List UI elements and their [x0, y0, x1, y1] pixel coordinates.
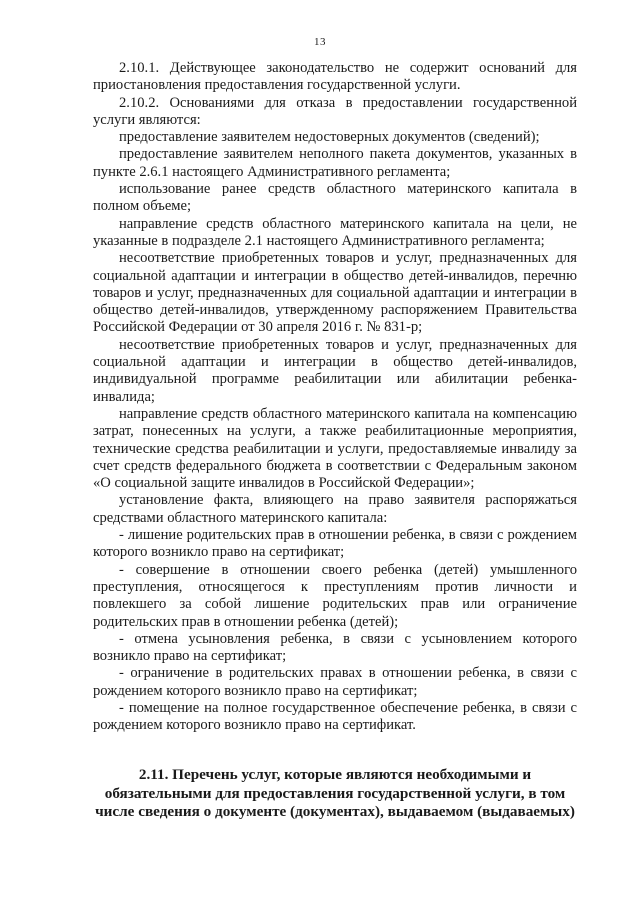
sub-list-item: - лишение родительских прав в отношении ребенка, в связи с рождением которого возникло право на сертификат;: [93, 527, 577, 561]
list-item: направление средств областного материнского капитала на компенсацию затрат, понесенных на услуги, а также реабилитационные мероприятия, технические средства реабилитации и услуги, предоставляемые инвалиду за счет средств федерального бюджета в соответствии с Федеральным законом «О социальной защите инвалидов в Российской Федерации»;: [93, 405, 577, 492]
section-heading-2-11: 2.11. Перечень услуг, которые являются необходимыми и обязательными для предоставления государственной услуги, в том числе сведения о документе (документах), выдаваемом (выдаваемых): [95, 766, 575, 821]
paragraph-2-10-2: 2.10.2. Основаниями для отказа в предоставлении государственной услуги являются:: [93, 94, 577, 128]
page-number: 13: [314, 36, 326, 48]
list-item: использование ранее средств областного материнского капитала в полном объеме;: [93, 181, 577, 215]
sub-list-item: - ограничение в родительских правах в отношении ребенка, в связи с рождением которого возникло право на сертификат;: [93, 665, 577, 699]
list-item: предоставление заявителем недостоверных документов (сведений);: [119, 129, 540, 146]
sub-list-item: - отмена усыновления ребенка, в связи с усыновлением которого возникло право на сертификат;: [93, 630, 577, 665]
sub-list-item: - совершение в отношении своего ребенка (детей) умышленного преступления, относящегося к преступлениям против личности и повлекшего за собой лишение родительских прав или ограничение родительских прав в отношении ребенка (детей);: [93, 561, 577, 630]
body-text: [93, 60, 577, 735]
list-item: несоответствие приобретенных товаров и услуг, предназначенных для социальной адаптации и интеграции в общество детей-инвалидов, индивидуальной программе реабилитации или абилитации ребенка-инвалида;: [93, 336, 577, 405]
list-item: несоответствие приобретенных товаров и услуг, предназначенных для социальной адаптации и интеграции в общество детей-инвалидов, перечню товаров и услуг, предназначенных для социальной адаптации и интеграции в обществo детей-инвалидов, утвержденному распоряжением Правительства Российской Федерации от 30 апреля 2016 г. № 831-р;: [93, 250, 577, 336]
paragraph-2-10-1: 2.10.1. Действующее законодательство не содержит оснований для приостановления предоставления государственной услуги.: [93, 60, 577, 94]
list-item: предоставление заявителем неполного пакета документов, указанных в пункте 2.6.1 настоящего Административного регламента;: [93, 146, 577, 180]
sub-list-item: - помещение на полное государственное обеспечение ребенка, в связи с рождением которого возникло право на сертификат.: [93, 699, 577, 734]
list-item: установление факта, влияющего на право заявителя распоряжаться средствами областного материнского капитала:: [93, 492, 577, 526]
list-item: направление средств областного материнского капитала на цели, не указанные в подразделе 2.1 настоящего Административного регламента;: [93, 215, 577, 249]
